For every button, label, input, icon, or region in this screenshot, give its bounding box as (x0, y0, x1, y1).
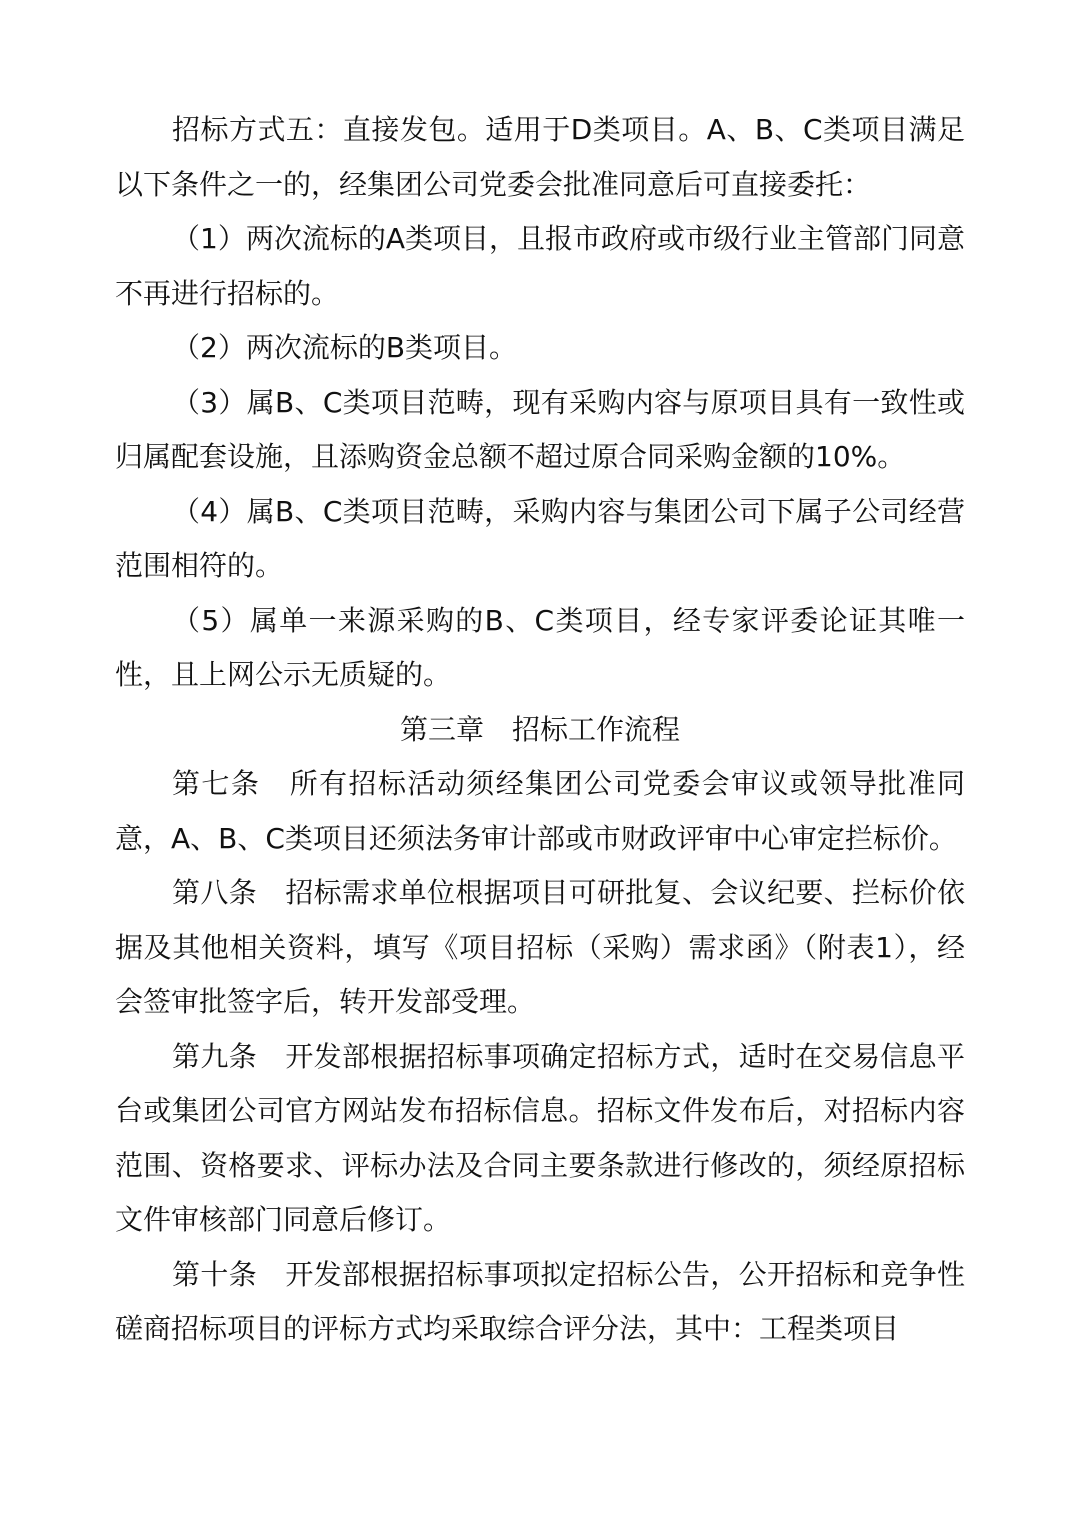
article-8 (115, 866, 965, 1030)
paragraph-condition-5: （5）属单一来源采购的B、C类项目，经专家评委论证其唯一性，且上网公示无质疑的。 (115, 603, 965, 691)
paragraph-condition-3: （3）属B、C类项目范畴，现有采购内容与原项目具有一致性或归属配套设施，且添购资金总额不超过原合同采购金额的10%。 (115, 385, 965, 473)
paragraph-bidding-method-five: 招标方式五：直接发包。适用于D类项目。A、B、C类项目满足以下条件之一的，经集团公司党委会批准同意后可直接委托： (115, 113, 965, 201)
document-body (115, 103, 965, 1357)
article-7 (115, 757, 965, 866)
article-10 (115, 1248, 965, 1357)
chapter-heading (115, 703, 965, 758)
article-text: 开发部根据招标事项确定招标方式，适时在交易信息平台或集团公司官方网站发布招标信息。招标文件发布后，对招标内容范围、资格要求、评标办法及合同主要条款进行修改的，须经原招标文件审核部门同意后修订。 (115, 1039, 965, 1236)
paragraph-condition-4: （4）属B、C类项目范畴，采购内容与集团公司下属子公司经营范围相符的。 (115, 494, 965, 582)
chapter-number: 第三章 (399, 712, 484, 746)
article-label: 第十条 (172, 1257, 257, 1291)
paragraph-condition-1: （1）两次流标的A类项目，且报市政府或市级行业主管部门同意不再进行招标的。 (115, 222, 965, 310)
article-label: 第八条 (172, 876, 257, 909)
article-text: 所有招标活动须经集团公司党委会审议或领导批准同意，A、B、C类项目还须法务审计部或市财政评审中心审定拦标价。 (115, 767, 965, 855)
article-label: 第七条 (172, 767, 261, 800)
article-label: 第九条 (172, 1039, 257, 1073)
article-text: 开发部根据招标事项拟定招标公告，公开招标和竞争性磋商招标项目的评标方式均采取综合评分法，其中：工程类项目 (115, 1257, 965, 1345)
article-text: 招标需求单位根据项目可研批复、会议纪要、拦标价依据及其他相关资料，填写《项目招标（采购）需求函》（附表1），经会签审批签字后，转开发部受理。 (115, 876, 965, 1018)
chapter-title: 招标工作流程 (512, 712, 681, 746)
paragraph-condition-2: （2）两次流标的B类项目。 (172, 331, 518, 364)
article-9 (115, 1030, 965, 1248)
